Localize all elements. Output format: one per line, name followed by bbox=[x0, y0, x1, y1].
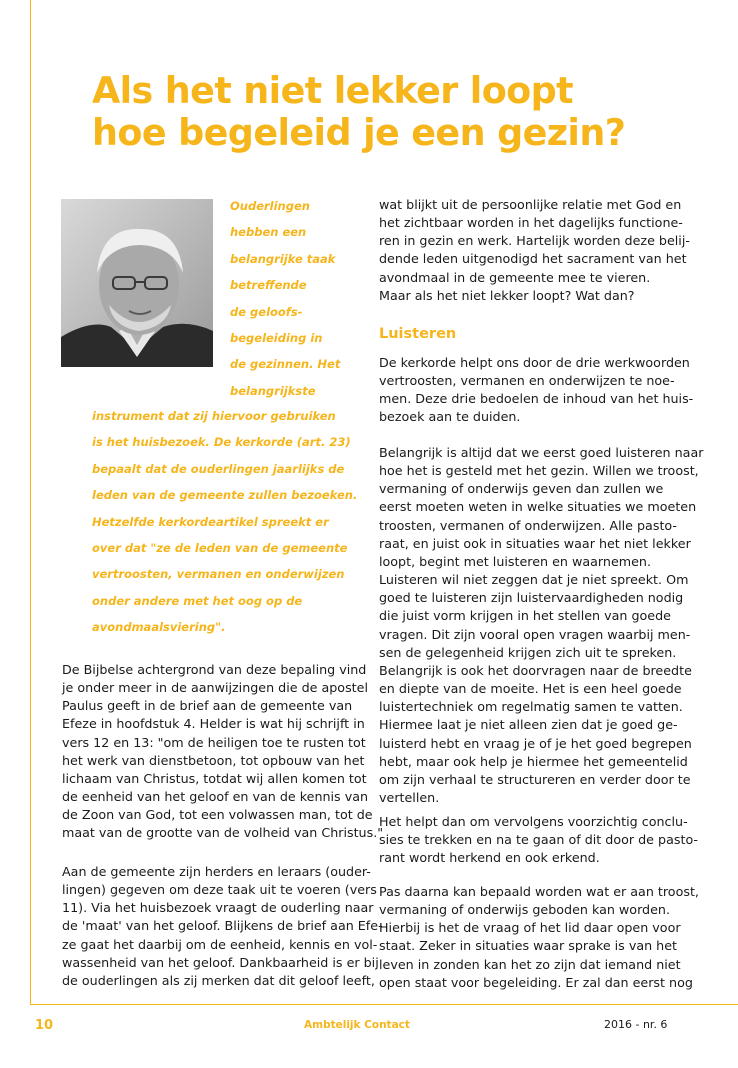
text-line: vers 12 en 13: "om de heiligen toe te rusten tot bbox=[62, 734, 366, 750]
quote-line: betreffende bbox=[230, 278, 307, 293]
text-line: eerst moeten weten in welke situaties we moeten bbox=[379, 499, 697, 515]
quote-line: leden van de gemeente zullen bezoeken. bbox=[92, 488, 358, 503]
text-line: De Bijbelse achtergrond van deze bepaling vind bbox=[62, 662, 367, 677]
text-line: loopt, begint met luisteren en waarnemen. bbox=[379, 553, 651, 569]
text-line: Belangrijk is altijd dat we eerst goed luisteren naar bbox=[379, 445, 704, 460]
quote-line: vertroosten, vermanen en onderwijzen bbox=[92, 567, 345, 582]
text-line: luistertechniek om regelmatig samen te vatten. bbox=[379, 699, 683, 715]
text-line: leven in zonden kan het zo zijn dat iemand niet bbox=[379, 956, 681, 972]
text-line: Hierbij is het de vraag of het lid daar open voor bbox=[379, 920, 681, 936]
text-line: vragen. Dit zijn vooral open vragen waarbij men- bbox=[379, 626, 691, 642]
right-paragraph-3 bbox=[379, 444, 704, 807]
text-line: bezoek aan te duiden. bbox=[379, 409, 521, 425]
issue-number: 2016 - nr. 6 bbox=[604, 1018, 668, 1031]
quote-line: onder andere met het oog op de bbox=[92, 593, 303, 608]
text-line: dende leden uitgenodigd het sacrament van het bbox=[379, 251, 687, 267]
right-paragraph-5 bbox=[379, 883, 699, 992]
text-line: de eenheid van het geloof en van de kennis van bbox=[62, 789, 369, 805]
text-line: goed te luisteren zijn luistervaardigheden nodig bbox=[379, 590, 684, 606]
text-line: je onder meer in de aanwijzingen die de apostel bbox=[62, 680, 368, 696]
left-paragraph-1 bbox=[62, 661, 384, 843]
quote-line: hebben een bbox=[230, 225, 307, 240]
text-line: raat, en juist ook in situaties waar het niet lekker bbox=[379, 535, 691, 551]
text-line: luisterd hebt en vraag je of je het goed begrepen bbox=[379, 735, 692, 751]
text-line: Aan de gemeente zijn herders en leraars (ouder- bbox=[62, 864, 371, 879]
text-line: het zichtbaar worden in het dagelijks functione- bbox=[379, 215, 683, 231]
intro-quote-wide bbox=[92, 403, 357, 641]
text-line: Pas daarna kan bepaald worden wat er aan troost, bbox=[379, 884, 699, 899]
text-line: men. Deze drie bedoelen de inhoud van het huis- bbox=[379, 391, 694, 407]
text-line: ren in gezin en werk. Hartelijk worden deze belij- bbox=[379, 233, 690, 249]
text-line: de ouderlingen als zij merken dat dit geloof leeft, bbox=[62, 972, 375, 988]
text-line: De kerkorde helpt ons door de drie werkwoorden bbox=[379, 355, 690, 370]
quote-line: bepaalt dat de ouderlingen jaarlijks de bbox=[92, 461, 345, 476]
text-line: Belangrijk is ook het doorvragen naar de breedte bbox=[379, 662, 692, 678]
text-line: ze gaat het daarbij om de eenheid, kennis en vol- bbox=[62, 936, 378, 952]
text-line: sies te trekken en na te gaan of dit door de pasto- bbox=[379, 832, 699, 848]
text-line: staat. Zeker in situaties waar sprake is van het bbox=[379, 938, 678, 954]
text-line: lingen) gegeven om deze taak uit te voeren (vers bbox=[62, 882, 377, 898]
text-line: wat blijkt uit de persoonlijke relatie met God en bbox=[379, 197, 682, 212]
text-line: avondmaal in de gemeente mee te vieren. bbox=[379, 269, 651, 285]
quote-line: Ouderlingen bbox=[230, 199, 310, 213]
right-paragraph-1 bbox=[379, 196, 690, 305]
article-title bbox=[92, 70, 712, 154]
text-line: Paulus geeft in de brief aan de gemeente van bbox=[62, 698, 353, 714]
text-line: vertroosten, vermanen en onderwijzen te noe- bbox=[379, 373, 675, 389]
text-line: wassenheid van het geloof. Dankbaarheid is er bij bbox=[62, 954, 379, 970]
text-line: Het helpt dan om vervolgens voorzichtig conclu- bbox=[379, 814, 688, 829]
title-line-1: Als het niet lekker loopt bbox=[92, 69, 574, 112]
right-paragraph-2 bbox=[379, 354, 694, 427]
quote-line: over dat "ze de leden van de gemeente bbox=[92, 541, 348, 556]
left-paragraph-2 bbox=[62, 863, 383, 990]
quote-line: belangrijkste bbox=[230, 383, 316, 398]
text-line: vertellen. bbox=[379, 789, 440, 805]
text-line: vermaning of onderwijs geboden kan worden. bbox=[379, 902, 670, 918]
portrait-image bbox=[61, 199, 213, 367]
text-line: open staat voor begeleiding. Er zal dan eerst nog bbox=[379, 974, 693, 990]
quote-line: instrument dat zij hiervoor gebruiken bbox=[92, 409, 336, 423]
section-heading-luisteren: Luisteren bbox=[379, 326, 457, 342]
text-line: die juist vorm krijgen in het stellen van goede bbox=[379, 608, 671, 624]
right-paragraph-4 bbox=[379, 813, 699, 867]
text-line: rant wordt herkend en ook erkend. bbox=[379, 850, 600, 866]
text-line: hebt, maar ook help je hiermee het gemeentelid bbox=[379, 753, 688, 769]
quote-line: begeleiding in bbox=[230, 331, 323, 346]
footer-rule bbox=[30, 1004, 738, 1005]
text-line: om zijn verhaal te structureren en verder door te bbox=[379, 771, 691, 787]
text-line: troosten, vermanen of onderwijzen. Alle pasto- bbox=[379, 517, 677, 533]
quote-line: avondmaalsviering". bbox=[92, 620, 226, 635]
text-line: de Zoon van God, tot een volwassen man, tot de bbox=[62, 807, 373, 823]
title-line-2: hoe begeleid je een gezin? bbox=[92, 111, 626, 154]
intro-quote-narrow bbox=[230, 193, 340, 404]
quote-line: de geloofs- bbox=[230, 304, 303, 319]
text-line: de 'maat' van het geloof. Blijkens de brief aan Efe- bbox=[62, 918, 383, 934]
quote-line: belangrijke taak bbox=[230, 251, 336, 266]
text-line: sen de gelegenheid krijgen zich uit te spreken. bbox=[379, 644, 677, 660]
text-line: maat van de grootte van de volheid van Christus." bbox=[62, 825, 384, 841]
text-line: hoe het is gesteld met het gezin. Willen we troost, bbox=[379, 463, 699, 479]
page-number: 10 bbox=[35, 1018, 54, 1033]
text-line: Hiermee laat je niet alleen zien dat je goed ge- bbox=[379, 717, 678, 733]
text-line: lichaam van Christus, totdat wij allen komen tot bbox=[62, 770, 367, 786]
text-line: het werk van dienstbetoon, tot opbouw van het bbox=[62, 752, 365, 768]
text-line: vermaning of onderwijs geven dan zullen we bbox=[379, 481, 664, 497]
quote-line: de gezinnen. Het bbox=[230, 357, 341, 372]
text-line: en diepte van de moeite. Het is een heel goede bbox=[379, 681, 682, 697]
magazine-name: Ambtelijk Contact bbox=[304, 1019, 410, 1031]
text-line: Maar als het niet lekker loopt? Wat dan? bbox=[379, 287, 635, 303]
text-line: 11). Via het huisbezoek vraagt de ouderling naar bbox=[62, 900, 374, 916]
quote-line: is het huisbezoek. De kerkorde (art. 23) bbox=[92, 435, 351, 450]
text-line: Efeze in hoofdstuk 4. Helder is wat hij schrijft in bbox=[62, 716, 365, 732]
quote-line: Hetzelfde kerkordeartikel spreekt er bbox=[92, 514, 329, 529]
text-line: Luisteren wil niet zeggen dat je niet spreekt. Om bbox=[379, 572, 689, 588]
margin-rule-vertical bbox=[30, 0, 31, 1005]
author-photo bbox=[61, 199, 213, 367]
